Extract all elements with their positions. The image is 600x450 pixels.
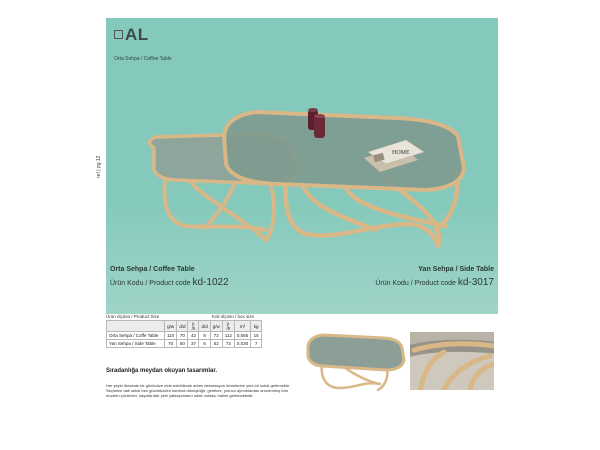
frame-detail-thumbnail <box>410 332 494 390</box>
table-header: g/w <box>165 321 177 332</box>
collection-subtitle: Orta Sehpa / Coffee Table <box>114 56 172 62</box>
table-cell: 70 <box>177 332 188 340</box>
table-cell: 15 <box>251 332 262 340</box>
table-header: y. /h <box>188 321 199 332</box>
table-cell: 50 <box>177 340 188 348</box>
coffee-title: Orta Sehpa / Coffee Table <box>110 266 195 273</box>
side-code-prefix: kd- <box>457 277 472 288</box>
magazine-title: HOME <box>392 150 410 156</box>
product-size-label: Ürün ölçüsü / Product Size <box>106 314 160 319</box>
hero-photo <box>96 18 498 314</box>
table-cell: 42 <box>188 332 199 340</box>
side-title: Yan Sehpa / Side Table <box>418 266 494 273</box>
coffee-table-thumbnail <box>300 326 406 398</box>
coffee-code-number: 1022 <box>206 277 229 288</box>
side-code-label: Ürün Kodu / Product code <box>375 280 458 287</box>
table-cell: 72 <box>210 332 222 340</box>
table-row <box>107 340 262 348</box>
table-cell: 6 <box>199 340 210 348</box>
side-code-number: 3017 <box>471 277 494 288</box>
table-cell: 112 <box>222 332 234 340</box>
table-cell: 70 <box>165 340 177 348</box>
square-icon <box>114 30 123 39</box>
collection-title: AL <box>125 25 149 44</box>
slogan: Sıradanlığa meydan okuyan tasarımlar. <box>106 368 218 374</box>
coffee-caption <box>110 266 229 288</box>
table-header: m³ <box>234 321 250 332</box>
description: Her şeyin ötesinde bir gücünüze elde edebilecek adres dekorasyon ömrelerine yeni bir soluk getirmekte. Seçimize dair seksi tüm gücünüzden konfora dönüştüğü, gerekez, yorucu ayrıntılardan arındırılmış tüm modern çözümler, hayatla dair yeni yaklaşımların odak noktası haline getirmektedir. <box>106 383 291 399</box>
table-header: d/d <box>199 321 210 332</box>
coffee-table-top <box>224 112 464 190</box>
table-header: kg <box>251 321 262 332</box>
table-cell: 0,030 <box>234 340 250 348</box>
floor <box>106 198 498 314</box>
table-cell: 37 <box>188 340 199 348</box>
vertical-reference: ref | pg 12 <box>96 155 102 178</box>
coffee-code-label: Ürün Kodu / Product code <box>110 280 193 287</box>
box-size-label: Koli ölçüsü / box size <box>212 314 255 319</box>
table-header <box>107 321 165 332</box>
table-cell: 73 <box>222 340 234 348</box>
table-cell: 110 <box>165 332 177 340</box>
side-caption <box>375 266 494 288</box>
table-header: g/w <box>210 321 222 332</box>
coffee-code-prefix: kd- <box>192 277 207 288</box>
table-header: d/d <box>177 321 188 332</box>
table-cell: 52 <box>210 340 222 348</box>
table-row <box>107 332 262 340</box>
table-cell: 8 <box>199 332 210 340</box>
row-name: Orta Sehpa / Coffe Table <box>107 332 165 340</box>
table-cell: 0,065 <box>234 332 250 340</box>
dimensions-table <box>106 320 262 348</box>
table-header: y. /h <box>222 321 234 332</box>
coffee-code <box>110 277 229 288</box>
row-name: Yan Sehpa / Side Table <box>107 340 165 348</box>
table-header-row <box>107 321 262 332</box>
side-code <box>375 277 494 288</box>
brand-header <box>114 26 149 43</box>
table-cell: 7 <box>251 340 262 348</box>
